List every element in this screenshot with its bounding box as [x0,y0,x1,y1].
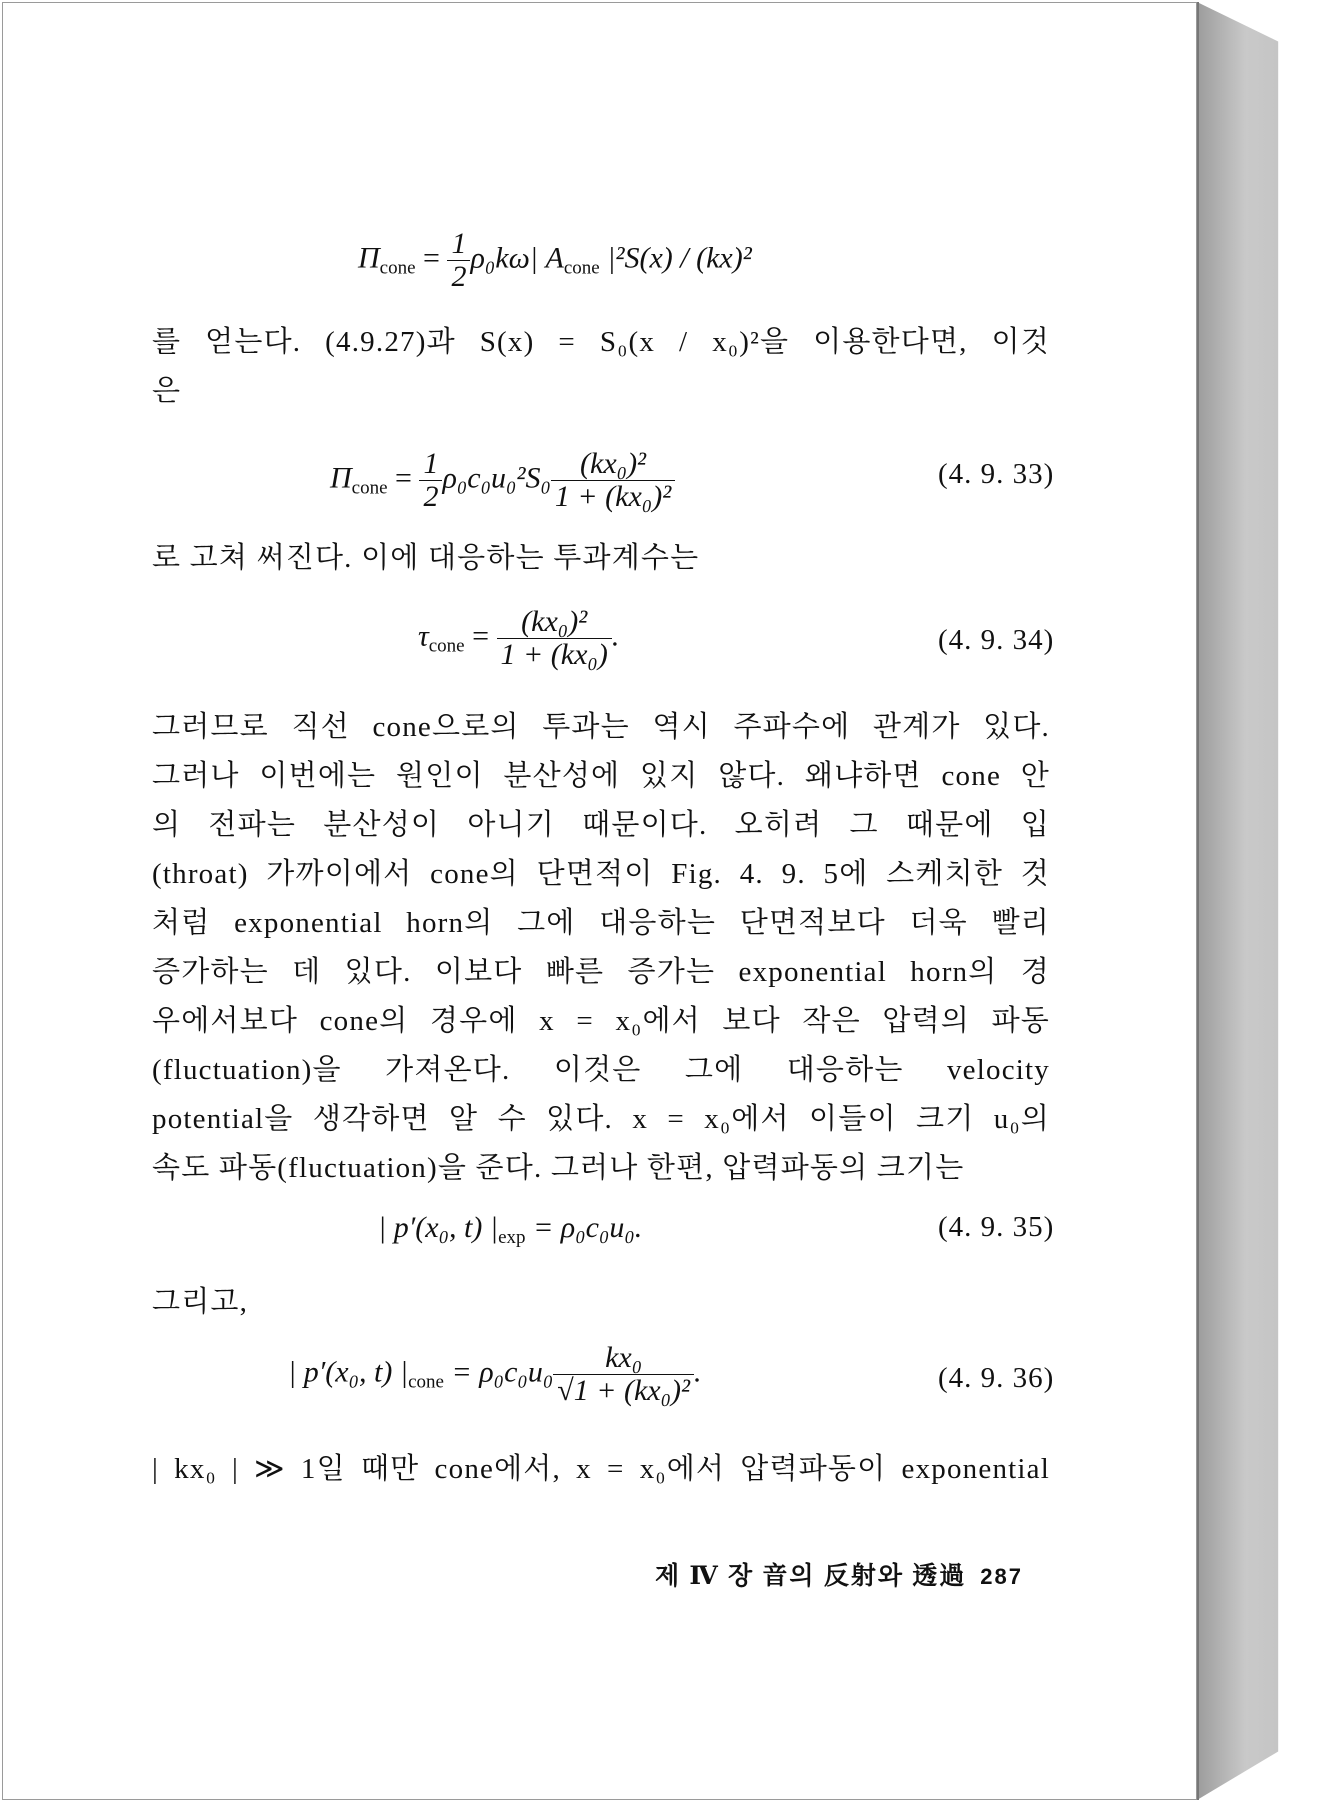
eq-tail: . [694,1355,702,1389]
text-line: (throat) 가까이에서 cone의 단면적이 Fig. 4. 9. 5에 스케치한 것 [152,858,1050,890]
equation-4-9-33 [330,448,675,513]
page-number: 287 [980,1564,1023,1589]
text-line: 그러나 이번에는 원인이 분산성에 있지 않다. 왜냐하면 cone 안 [152,760,1050,792]
text-line: 처럼 exponential horn의 그에 대응하는 단면적보다 더욱 빨리 [152,907,1050,939]
book-spine-edge [1197,2,1337,1800]
fraction-main [551,448,675,513]
eq-equals: = [415,241,448,275]
eq-tail: . [611,619,620,653]
equation-number: (4. 9. 36) [938,1362,1055,1394]
fraction-half [447,228,470,293]
fraction-numerator: (kx₀)² [497,606,612,639]
eq-equals: = [387,461,420,495]
equation-number: (4. 9. 34) [938,624,1055,656]
eq-lhs: | p′(x₀, t) | [288,1355,409,1389]
fraction-denominator: 2 [423,480,439,513]
page-footer [655,1556,1023,1592]
text-line: 그리고, [152,1286,249,1318]
eq-equals: = [464,619,497,653]
equation-4-9-35 [378,1211,642,1249]
eq-lhs-sub: cone [351,477,388,499]
equation-4-9-36 [288,1342,702,1407]
eq-lhs-sub: cone [428,635,465,657]
eq-rhs-sub: cone [563,257,600,279]
text-line: 우에서보다 cone의 경우에 x = x₀에서 보다 작은 압력의 파동 [152,1005,1050,1037]
fraction-half [419,448,442,513]
fraction-numerator: (kx₀)² [551,448,675,481]
text-line: 로 고쳐 써진다. 이에 대응하는 투과계수는 [152,542,700,574]
eq-middle-term: ρ₀c₀u₀²S₀ [442,461,551,495]
page-edge-line [1197,2,1199,1800]
text-line: 의 전파는 분산성이 아니기 때문이다. 오히려 그 때문에 입 [152,809,1050,841]
fraction-numerator: 1 [447,228,470,261]
eq-lhs-sub: cone [379,257,416,279]
text-line: 그러므로 직선 cone으로의 투과는 역시 주파수에 관계가 있다. [152,711,1050,743]
eq-rhs: = ρ₀c₀u₀. [525,1211,643,1244]
paragraph-3 [152,703,1050,1193]
paragraph-2 [152,534,1050,583]
eq-lhs-sub: exp [498,1227,526,1248]
text-line: (fluctuation)을 가져온다. 이것은 그에 대응하는 velocity [152,1054,1050,1086]
text-line: 증가하는 데 있다. 이보다 빠른 증가는 exponential horn의 경 [152,956,1050,988]
text-line: 를 얻는다. (4.9.27)과 S(x) = S₀(x / x₀)²을 이용한다면, 이것 [152,326,1050,358]
running-head: 제 Ⅳ 장 音의 反射와 透過 [655,1563,967,1590]
fraction-denominator: 2 [451,260,467,293]
eq-rhs: ρ₀kω| A [470,241,564,275]
fraction-main [497,606,612,671]
text-line: 은 [152,375,182,407]
fraction-numerator: 1 [419,448,442,481]
fraction-denominator: √1 + (kx₀)² [557,1374,690,1407]
fraction-main [553,1342,694,1407]
eq-lhs-sub: cone [408,1371,444,1393]
paragraph-4 [152,1278,1050,1327]
text-line: 속도 파동(fluctuation)을 준다. 그러나 한편, 압력파동의 크기는 [152,1152,965,1184]
equation-pi-cone-intro [358,228,752,293]
fraction-denominator: 1 + (kx₀) [500,638,608,671]
equation-number: (4. 9. 35) [938,1211,1055,1243]
eq-lhs: τ [418,619,429,653]
eq-lhs: Π [330,461,352,495]
paragraph-5 [152,1445,1050,1494]
eq-middle-term: = ρ₀c₀u₀ [444,1355,554,1389]
paragraph-1 [152,318,1050,416]
equation-number: (4. 9. 33) [938,458,1055,490]
eq-lhs: | p′(x₀, t) | [378,1211,499,1244]
eq-rhs-tail: |²S(x) / (kx)² [599,241,752,275]
text-line: potential을 생각하면 알 수 있다. x = x₀에서 이들이 크기 u₀의 [152,1103,1050,1135]
fraction-numerator: kx₀ [553,1342,694,1375]
fraction-denominator: 1 + (kx₀)² [554,480,672,513]
eq-lhs: Π [358,241,380,275]
equation-4-9-34 [418,606,619,671]
text-line: | kx₀ | ≫ 1일 때만 cone에서, x = x₀에서 압력파동이 exponential [152,1453,1050,1485]
